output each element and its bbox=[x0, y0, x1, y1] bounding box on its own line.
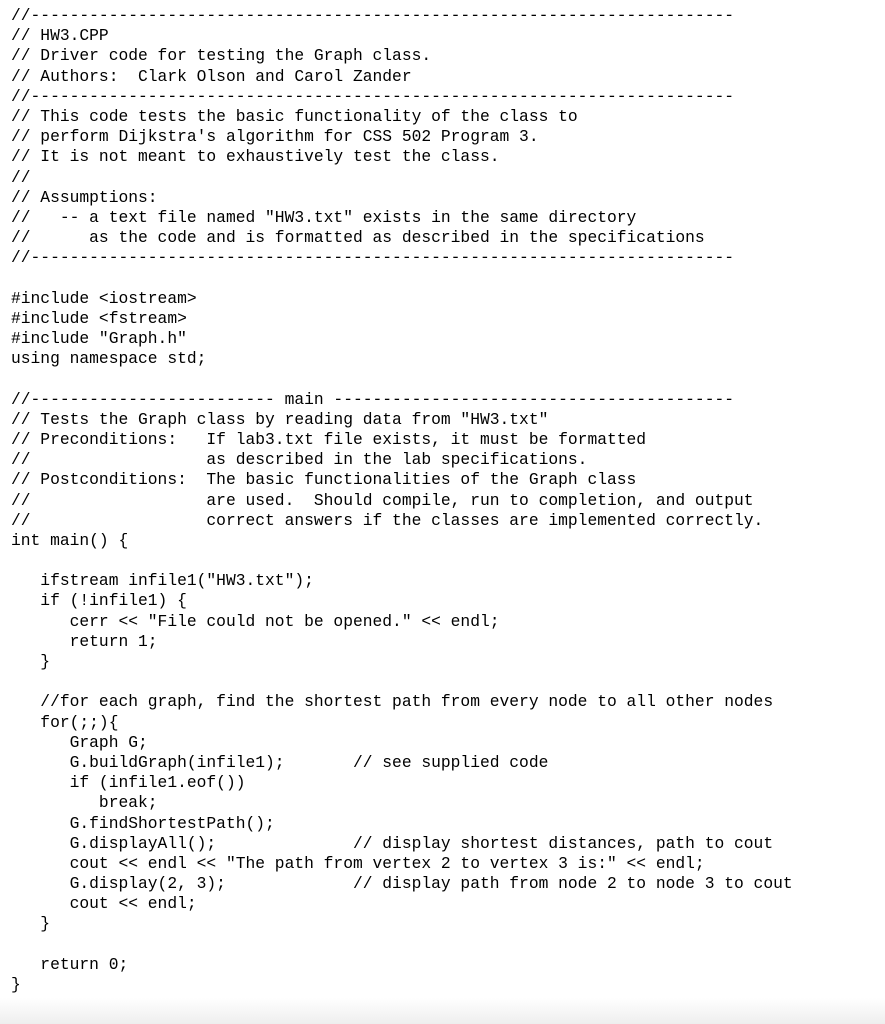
code-line-26: // correct answers if the classes are implemented correctly. bbox=[11, 510, 764, 530]
bottom-edge-shadow bbox=[0, 998, 885, 1024]
code-line-36: for(;;){ bbox=[11, 712, 119, 732]
code-line-29: ifstream infile1("HW3.txt"); bbox=[11, 571, 314, 591]
code-line-49: } bbox=[11, 975, 21, 994]
code-line-30: if (!infile1) { bbox=[11, 591, 187, 611]
code-line-46: } bbox=[11, 914, 51, 934]
code-line-23: // as described in the lab specifications. bbox=[11, 450, 588, 470]
code-line-35: //for each graph, find the shortest path from every node to all other nodes bbox=[11, 692, 774, 712]
code-line-44: G.display(2, 3); // display path from node 2 to node 3 to cout bbox=[11, 874, 793, 894]
code-line-17: #include "Graph.h" bbox=[11, 329, 187, 348]
code-line-32: return 1; bbox=[11, 631, 158, 651]
code-line-6: // This code tests the basic functionality of the class to bbox=[11, 106, 578, 126]
code-line-34 bbox=[11, 672, 793, 692]
code-line-4: // Authors: Clark Olson and Carol Zander bbox=[11, 66, 412, 86]
code-line-14 bbox=[11, 268, 793, 288]
code-line-19 bbox=[11, 369, 793, 389]
code-line-10: // Assumptions: bbox=[11, 187, 158, 207]
code-line-9: // bbox=[11, 167, 31, 187]
code-line-11: // -- a text file named "HW3.txt" exists in the same directory bbox=[11, 207, 637, 227]
code-line-39: if (infile1.eof()) bbox=[11, 773, 246, 793]
code-line-13: //------------------------------------------------------------------------ bbox=[11, 248, 735, 268]
code-line-27: int main() { bbox=[11, 530, 129, 550]
code-line-3: // Driver code for testing the Graph class. bbox=[11, 46, 432, 66]
code-line-37: Graph G; bbox=[11, 732, 148, 752]
source-code-listing bbox=[11, 6, 793, 995]
code-line-16: #include <fstream> bbox=[11, 308, 187, 328]
code-line-20: //------------------------- main ----------------------------------------- bbox=[11, 389, 735, 409]
code-line-8: // It is not meant to exhaustively test the class. bbox=[11, 147, 500, 167]
code-line-21: // Tests the Graph class by reading data from "HW3.txt" bbox=[11, 409, 549, 429]
code-line-18: using namespace std; bbox=[11, 349, 207, 369]
code-line-24: // Postconditions: The basic functionalities of the Graph class bbox=[11, 470, 637, 490]
code-line-40: break; bbox=[11, 793, 158, 813]
code-line-41: G.findShortestPath(); bbox=[11, 813, 275, 833]
code-line-38: G.buildGraph(infile1); // see supplied code bbox=[11, 752, 549, 772]
code-line-42: G.displayAll(); // display shortest distances, path to cout bbox=[11, 833, 774, 853]
code-line-48: return 0; bbox=[11, 954, 129, 974]
code-line-43: cout << endl << "The path from vertex 2 to vertex 3 is:" << endl; bbox=[11, 853, 705, 873]
code-line-47 bbox=[11, 935, 793, 955]
code-line-1: //------------------------------------------------------------------------ bbox=[11, 6, 735, 25]
code-line-33: } bbox=[11, 652, 51, 671]
code-line-15: #include <iostream> bbox=[11, 288, 197, 308]
code-line-2: // HW3.CPP bbox=[11, 26, 109, 46]
code-line-7: // perform Dijkstra's algorithm for CSS 502 Program 3. bbox=[11, 127, 539, 147]
code-line-45: cout << endl; bbox=[11, 894, 197, 914]
code-line-5: //------------------------------------------------------------------------ bbox=[11, 86, 735, 106]
code-line-12: // as the code and is formatted as described in the specifications bbox=[11, 228, 705, 248]
code-line-31: cerr << "File could not be opened." << endl; bbox=[11, 611, 500, 631]
code-line-22: // Preconditions: If lab3.txt file exists, it must be formatted bbox=[11, 429, 647, 449]
code-line-25: // are used. Should compile, run to completion, and output bbox=[11, 490, 754, 510]
code-line-28 bbox=[11, 551, 793, 571]
